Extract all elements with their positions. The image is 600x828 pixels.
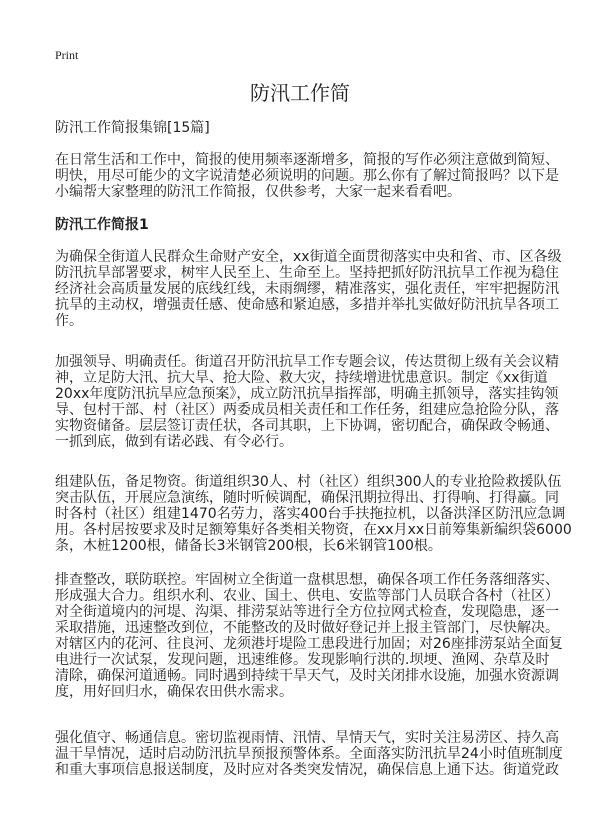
text-line: 时各村（社区）组建1470名劳力，落实400台手扶拖拉机，以备洪泽区防汛应急调: [55, 506, 566, 522]
page-title: 防汛工作简: [250, 81, 350, 105]
text-line: 温干旱情况，适时启动防汛抗旱预报预警体系。全面落实防汛抗旱24小时值班制度: [55, 746, 563, 762]
text-line: 度，用好回归水，确保农田供水需求。: [55, 684, 293, 700]
text-line: 条，木桩1200根，储备长3米钢管200根，长6米钢管100根。: [55, 538, 442, 554]
text-line: 一抓到底，做到有诺必践、有令必行。: [55, 434, 293, 450]
text-line: 采取措施，迅速整改到位，不能整改的及时做好登记并上报主管部门，尽快解决。: [55, 620, 559, 636]
text-line: 实物资储备。层层签订责任状，各司其职，上下协调，密切配合，确保政令畅通、: [55, 418, 559, 434]
text-line: 为确保全街道人民群众生命财产安全，xx街道全面贯彻落实中央和省、市、区各级: [55, 249, 562, 265]
text-line: 神，立足防大汛、抗大旱、抢大险、救大灾，持续增进忧患意识。制定《xx街道: [55, 370, 548, 386]
text-line: 排查整改，联防联控。牢固树立全街道一盘棋思想，确保各项工作任务落细落实、: [55, 572, 559, 588]
text-line: 用。各村居按要求及时足额筹集好各类相关物资，在xx月xx日前筹集新编织袋6000: [55, 522, 572, 538]
text-line: 导、包村干部、村（社区）两委成员相关责任和工作任务，组建应急抢险分队，落: [55, 402, 559, 418]
text-line: 作。: [55, 313, 83, 329]
text-line: 和重大事项信息报送制度，及时应对各类突发情况，确保信息上通下达。街道党政: [55, 762, 559, 778]
body-paragraph-5: [55, 730, 563, 778]
body-paragraph-1: [55, 249, 562, 329]
text-line: 经济社会高质量发展的底线红线，未雨绸缪，精准落实，强化责任，牢牢把握防汛: [55, 281, 559, 297]
text-line: 突击队伍，开展应急演练，随时听候调配，确保汛期拉得出、打得响、打得赢。同: [55, 490, 559, 506]
text-line: 加强领导、明确责任。街道召开防汛抗旱工作专题会议，传达贯彻上级有关会议精: [55, 354, 559, 370]
text-line: 电进行一次试泵，发现问题，迅速维修。发现影响行洪的.坝埂、渔网、杂草及时: [55, 652, 550, 668]
text-line: 防汛抗旱部署要求，树牢人民至上、生命至上。坚持把抓好防汛抗旱工作视为稳住: [55, 265, 559, 281]
section-heading: 防汛工作简报1: [55, 217, 149, 233]
text-line: 清除，确保河道通畅。同时遇到持续干旱天气，及时关闭排水设施，加强水资源调: [55, 668, 559, 684]
text-line: 抗旱的主动权，增强责任感、使命感和紧迫感，多措并举扎实做好防汛抗旱各项工: [55, 297, 559, 313]
text-line: 20xx年度防汛抗旱应急预案》，成立防汛抗旱指挥部，明确主抓领导，落实挂钩领: [55, 386, 559, 402]
body-paragraph-3: [55, 474, 572, 554]
text-line: 对全街道境内的河堤、沟渠、排涝泵站等进行全方位拉网式检查，发现隐患，逐一: [55, 604, 559, 620]
print-link[interactable]: Print: [55, 48, 79, 62]
text-line: 组建队伍，备足物资。街道组织30人、村（社区）组织300人的专业抢险救援队伍: [55, 474, 562, 490]
document-subtitle: 防汛工作简报集锦[15篇]: [55, 120, 210, 136]
body-paragraph-2: [55, 354, 559, 450]
intro-paragraph: [55, 152, 559, 200]
text-line: 强化值守、畅通信息。密切监视雨情、汛情、旱情天气，实时关注易涝区、持久高: [55, 730, 559, 746]
body-paragraph-4: [55, 572, 563, 700]
text-line: 形成强大合力。组织水利、农业、国土、供电、安监等部门人员联合各村（社区）: [55, 588, 559, 604]
text-line: 在日常生活和工作中，简报的使用频率逐渐增多，简报的写作必须注意做到简短、: [55, 152, 559, 168]
text-line: 小编帮大家整理的防汛工作简报，仅供参考，大家一起来看看吧。: [55, 184, 461, 200]
text-line: 对辖区内的花河、往良河、龙须港圩堤险工患段进行加固；对26座排涝泵站全面复: [55, 636, 563, 652]
text-line: 明快，用尽可能少的文字说清楚必须说明的问题。那么你有了解过简报吗？以下是: [55, 168, 559, 184]
